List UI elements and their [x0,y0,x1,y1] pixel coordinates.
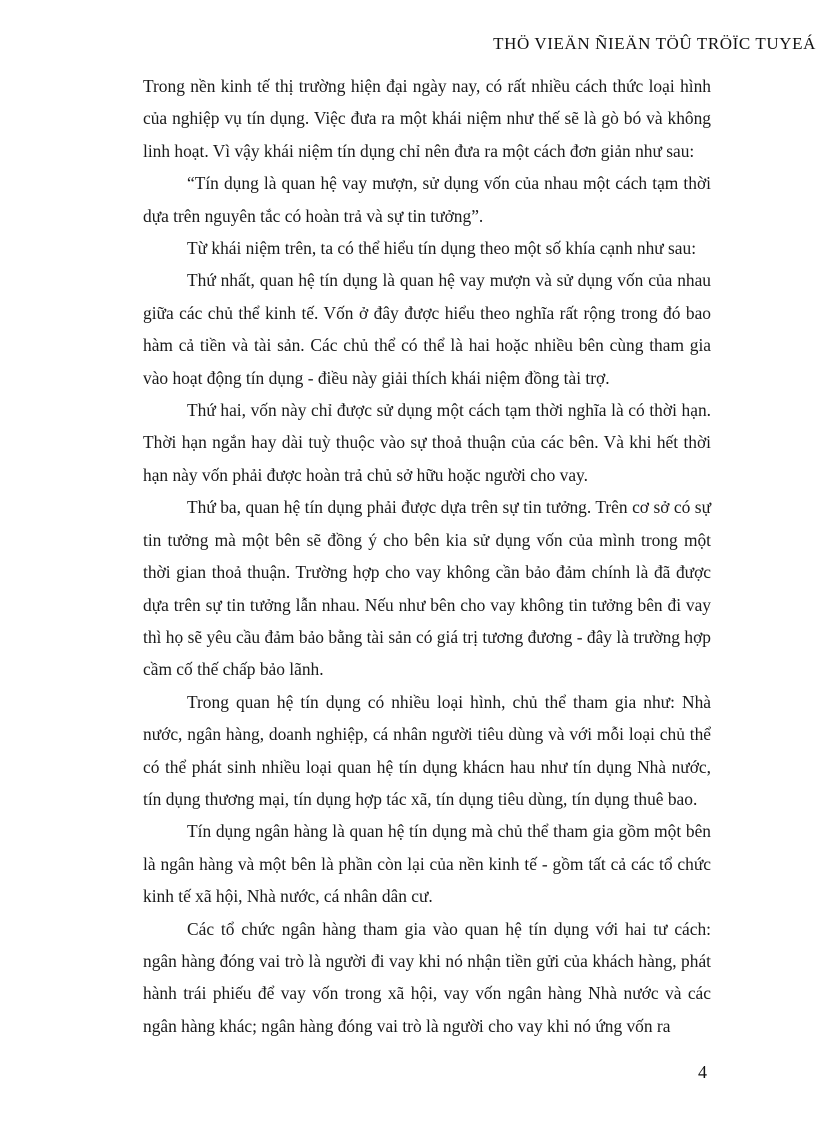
paragraph: Các tổ chức ngân hàng tham gia vào quan hệ tín dụng với hai tư cách: ngân hàng đóng vai trò là người đi vay khi nó nhận tiền gửi của khách hàng, phát hành trái phiếu để vay vốn trong xã hội, vay vốn ngân hàng Nhà nước và các ngân hàng khác; ngân hàng đóng vai trò là người cho vay khi nó ứng vốn ra [143,918,711,1036]
paragraph: Thứ ba, quan hệ tín dụng phải được dựa trên sự tin tưởng. Trên cơ sở có sự tin tưởng mà một bên sẽ đồng ý cho bên kia sử dụng vốn của mình trong một thời gian thoả thuận. Trường hợp cho vay không cần bảo đảm chính là đã được dựa trên sự tin tưởng lẫn nhau. Nếu như bên cho vay không tin tưởng bên đi vay thì họ sẽ yêu cầu đảm bảo bằng tài sản có giá trị tương đương - đây là trường hợp cầm cố thế chấp bảo lãnh. [143,497,711,680]
paragraph: Tín dụng ngân hàng là quan hệ tín dụng mà chủ thể tham gia gồm một bên là ngân hàng và một bên là phần còn lại của nền kinh tế - gồm tất cả các tổ chức kinh tế xã hội, Nhà nước, cá nhân dân cư. [143,821,711,907]
page-header: THÖ VIEÄN ÑIEÄN TÖÛ TRÖÏC TUYEÁ [493,34,816,53]
paragraph: Từ khái niệm trên, ta có thể hiểu tín dụng theo một số khía cạnh như sau: [187,238,697,259]
paragraph: “Tín dụng là quan hệ vay mượn, sử dụng vốn của nhau một cách tạm thời dựa trên nguyên tắc có hoàn trả và sự tin tưởng”. [143,173,711,226]
paragraph: Thứ nhất, quan hệ tín dụng là quan hệ vay mượn và sử dụng vốn của nhau giữa các chủ thể kinh tế. Vốn ở đây được hiểu theo nghĩa rất rộng trong đó bao hàm cả tiền và tài sản. Các chủ thể có thể là hai hoặc nhiều bên cùng tham gia vào hoạt động tín dụng - điều này giải thích khái niệm đồng tài trợ. [143,270,711,388]
body-text [143,70,711,1042]
page-number: 4 [698,1062,707,1082]
paragraph: Trong quan hệ tín dụng có nhiều loại hình, chủ thể tham gia như: Nhà nước, ngân hàng, doanh nghiệp, cá nhân người tiêu dùng và với mỗi loại chủ thể có thể phát sinh nhiều loại quan hệ tín dụng khácn hau như tín dụng Nhà nước, tín dụng thương mại, tín dụng hợp tác xã, tín dụng tiêu dùng, tín dụng thuê bao. [143,691,711,809]
paragraph: Trong nền kinh tế thị trường hiện đại ngày nay, có rất nhiều cách thức loại hình của nghiệp vụ tín dụng. Việc đưa ra một khái niệm như thế sẽ là gò bó và không linh hoạt. Vì vậy khái niệm tín dụng chỉ nên đưa ra một cách đơn giản như sau: [143,76,711,161]
paragraph: Thứ hai, vốn này chỉ được sử dụng một cách tạm thời nghĩa là có thời hạn. Thời hạn ngắn hay dài tuỳ thuộc vào sự thoả thuận của các bên. Và khi hết thời hạn này vốn phải được hoàn trả chủ sở hữu hoặc người cho vay. [143,400,711,485]
